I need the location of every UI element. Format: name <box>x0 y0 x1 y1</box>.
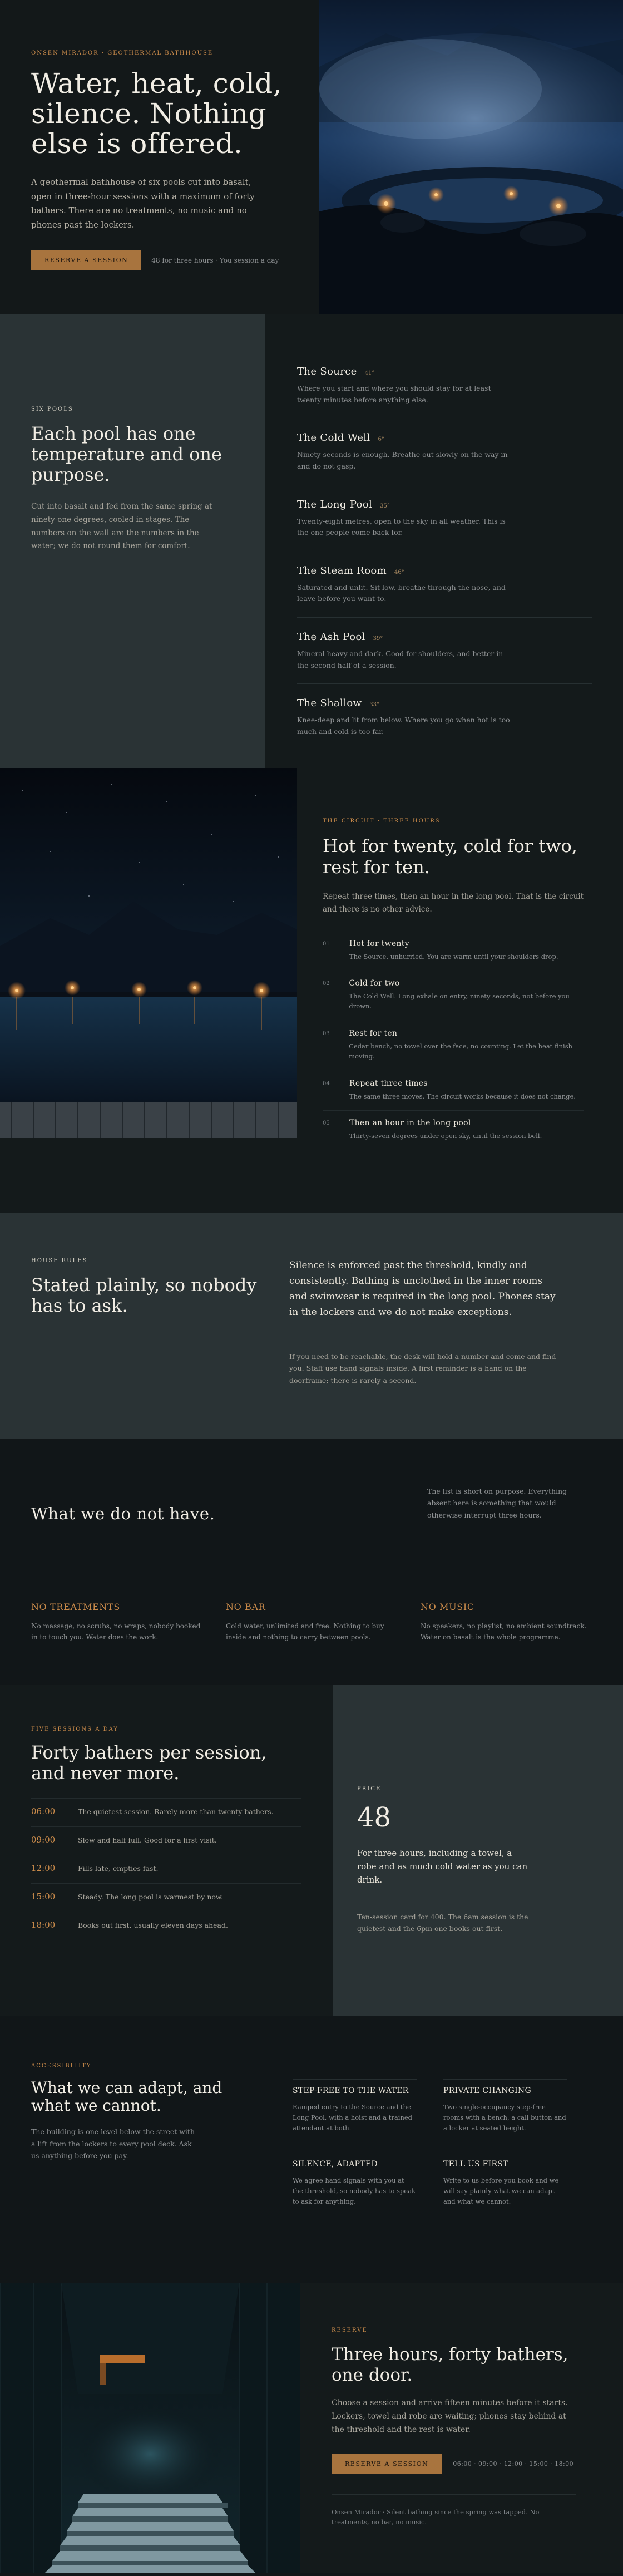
session-times: 06:00 · 09:00 · 12:00 · 15:00 · 18:00 <box>453 2460 574 2467</box>
price-label: PRICE <box>357 1786 382 1792</box>
access-item <box>443 2079 567 2134</box>
circuit-image-illustration <box>0 768 297 1138</box>
rules-eyebrow: HOUSE RULES <box>31 1258 88 1264</box>
absent-item-desc: Cold water, unlimited and free. Nothing to buy inside and nothing to carry between pools. <box>226 1622 384 1641</box>
circuit-step <box>323 932 584 971</box>
step-desc: The Cold Well. Long exhale on entry, ninety seconds, not before you drown. <box>349 992 570 1011</box>
pool-item <box>297 432 592 485</box>
step-title: Rest for ten <box>349 1028 398 1038</box>
pool-temp: 46° <box>394 569 404 575</box>
absent-item-desc: No speakers, no playlist, no ambient soundtrack. Water on basalt is the whole programme. <box>421 1622 587 1641</box>
circuit-eyebrow: THE CIRCUIT · THREE HOURS <box>323 818 441 824</box>
circuit-step <box>323 1021 584 1071</box>
pool-name: The Steam Room <box>297 564 387 577</box>
session-slots <box>31 1798 301 1940</box>
circuit-step <box>323 1071 584 1111</box>
rules-title: Stated plainly, so nobody has to ask. <box>31 1274 257 1316</box>
slot-desc: Slow and half full. Good for a first visit. <box>78 1835 217 1844</box>
pool-name: The Shallow <box>297 697 362 710</box>
access-intro <box>0 2016 258 2283</box>
footer-note: Onsen Mirador · Silent bathing since the spring was tapped. No treatments, no bar, no music. <box>332 2494 576 2528</box>
sessions-section <box>0 1685 623 2016</box>
pool-desc: Where you start and where you should stay for at least twenty minutes before anything else. <box>297 384 491 404</box>
absent-item-title: NO TREATMENTS <box>31 1602 120 1612</box>
house-rules-section <box>0 1213 623 1439</box>
slot-desc: The quietest session. Rarely more than twenty bathers. <box>78 1807 274 1816</box>
pools-eyebrow: SIX POOLS <box>31 406 73 412</box>
slot-time: 18:00 <box>31 1919 56 1930</box>
session-slot <box>31 1798 301 1826</box>
price-note: Ten-session card for 400. The 6am session is the quietest and the 6pm one books out first. <box>357 1899 541 1934</box>
pool-temp: 39° <box>373 636 383 642</box>
hero-body: A geothermal bathhouse of six pools cut into basalt, open in three-hour sessions with a maximum of forty bathers. There are no treatments, no music and no phones past the lockers. <box>31 177 255 230</box>
step-number: 04 <box>323 1080 330 1087</box>
rules-lead: Silence is enforced past the threshold, kindly and consistently. Bathing is unclothed in the inner rooms and swimwear is required in the long pool. Phones stay in the lockers and we do not make exceptions. <box>289 1260 556 1318</box>
session-slot <box>31 1826 301 1855</box>
hero-eyebrow: ONSEN MIRADOR · GEOTHERMAL BATHHOUSE <box>31 50 214 56</box>
slot-time: 06:00 <box>31 1806 56 1816</box>
circuit-intro: Repeat three times, then an hour in the long pool. That is the circuit and there is no other advice. <box>323 891 584 914</box>
access-item-title: SILENCE, ADAPTED <box>293 2159 378 2169</box>
accessibility-section <box>0 2016 623 2283</box>
circuit-title: Hot for twenty, cold for two, rest for ten. <box>323 835 577 878</box>
pool-desc: Mineral heavy and dark. Good for shoulders, and better in the second half of a session. <box>297 649 503 669</box>
absent-item-title: NO BAR <box>226 1602 266 1612</box>
price-value: 48 <box>357 1802 392 1833</box>
access-grid <box>258 2016 623 2283</box>
access-body: The building is one level below the street with a lift from the lockers to every pool deck. Ask us anything before you pay. <box>31 2127 195 2160</box>
pool-item <box>297 631 592 684</box>
slot-time: 15:00 <box>31 1891 56 1902</box>
slot-time: 09:00 <box>31 1834 56 1845</box>
step-title: Cold for two <box>349 979 400 988</box>
access-item <box>293 2079 417 2134</box>
hero-image-illustration <box>319 0 623 314</box>
step-title: Repeat three times <box>349 1078 428 1088</box>
price-desc: For three hours, including a towel, a robe and as much cold water as you can drink. <box>357 1848 528 1885</box>
session-slot <box>31 1855 301 1883</box>
hero-title: Water, heat, cold, silence. Nothing else is offered. <box>31 67 283 160</box>
reserve-cta-row <box>332 2454 576 2474</box>
step-number: 05 <box>323 1120 330 1126</box>
circuit-image-night-pool <box>0 768 297 1138</box>
absent-side-note: The list is short on purpose. Everything absent here is something that would otherwise interrupt three hours. <box>427 1487 567 1519</box>
pool-temp: 33° <box>369 702 380 708</box>
slot-time: 12:00 <box>31 1863 56 1873</box>
pool-desc: Ninety seconds is enough. Breathe out slowly on the way in and do not gasp. <box>297 450 508 470</box>
step-number: 01 <box>323 940 330 947</box>
absent-item <box>421 1587 593 1643</box>
slot-desc: Books out first, usually eleven days ahead. <box>78 1920 228 1929</box>
access-item-title: TELL US FIRST <box>443 2159 508 2169</box>
pool-temp: 41° <box>364 370 375 376</box>
access-item-desc: Write to us before you book and we will say plainly what we can adapt and what we cannot. <box>443 2176 559 2205</box>
step-title: Hot for twenty <box>349 939 409 948</box>
access-item <box>443 2153 567 2207</box>
access-item <box>293 2153 417 2207</box>
absent-columns <box>31 1587 593 1643</box>
circuit-section <box>0 768 623 1213</box>
step-number: 02 <box>323 981 330 987</box>
pool-name: The Cold Well <box>297 432 370 444</box>
reserve-session-button[interactable]: RESERVE A SESSION <box>31 250 141 270</box>
pools-section <box>0 314 623 768</box>
hero-section <box>0 0 623 314</box>
pools-list <box>265 314 623 768</box>
rules-text <box>289 1213 623 1439</box>
price-panel <box>333 1685 623 2016</box>
step-title: Then an hour in the long pool <box>349 1119 471 1127</box>
pool-item <box>297 499 592 551</box>
pool-item <box>297 565 592 618</box>
reserve-text <box>332 2327 576 2528</box>
rules-small: If you need to be reachable, the desk will hold a number and come and find you. Staff use hand signals inside. A first reminder is a hand on the doorframe; there is rarely a second. <box>289 1337 562 1386</box>
access-item-title: STEP-FREE TO THE WATER <box>293 2086 409 2095</box>
access-item-desc: We agree hand signals with you at the threshold, so nobody has to speak to ask for anything. <box>293 2176 416 2205</box>
session-slot <box>31 1883 301 1912</box>
reserve-title: Three hours, forty bathers, one door. <box>332 2344 568 2386</box>
what-we-do-not-have-section <box>0 1439 623 1685</box>
step-desc: The Source, unhurried. You are warm until your shoulders drop. <box>349 952 558 961</box>
pool-name: The Source <box>297 366 357 377</box>
sessions-eyebrow: FIVE SESSIONS A DAY <box>31 1726 119 1732</box>
absent-item <box>31 1587 204 1643</box>
pool-desc: Twenty-eight metres, open to the sky in all weather. This is the one people come back for. <box>297 516 506 537</box>
reserve-image-stone-stairs <box>0 2283 300 2573</box>
pools-body: Cut into basalt and fed from the same spring at ninety-one degrees, cooled in stages. The numbers on the wall are the numbers in the water; we do not round them for comfort. <box>31 502 212 551</box>
rules-heading <box>0 1213 289 1439</box>
hero-cta-row <box>31 250 289 270</box>
sessions-schedule <box>0 1685 333 2016</box>
slot-desc: Steady. The long pool is warmest by now. <box>78 1892 224 1901</box>
reserve-lead: Choose a session and arrive fifteen minutes before it starts. Lockers, towel and robe are waiting; phones stay behind at the threshold and the rest is water. <box>332 2398 568 2434</box>
pool-item <box>297 697 592 750</box>
absent-item <box>226 1587 398 1643</box>
circuit-steps <box>323 932 584 1150</box>
pools-intro <box>0 314 265 768</box>
absent-title: What we do not have. <box>31 1504 215 1523</box>
hero-cta-note: 48 for three hours · You session a day <box>151 256 279 264</box>
pool-desc: Saturated and unlit. Sit low, breathe through the nose, and leave before you want to. <box>297 583 506 603</box>
access-item-desc: Two single-occupancy step-free rooms with a bench, a call button and a locker at seated height. <box>443 2103 566 2132</box>
step-desc: The same three moves. The circuit works because it does not change. <box>349 1092 576 1100</box>
circuit-text <box>323 818 584 1150</box>
reserve-image-illustration <box>0 2283 300 2573</box>
step-number: 03 <box>323 1030 330 1037</box>
absent-item-desc: No massage, no scrubs, no wraps, nobody booked in to touch you. Water does the work. <box>31 1622 201 1641</box>
access-title: What we can adapt, and what we cannot. <box>31 2078 222 2115</box>
reserve-eyebrow: RESERVE <box>332 2327 368 2333</box>
pool-name: The Long Pool <box>297 498 373 510</box>
absent-item-title: NO MUSIC <box>421 1602 474 1612</box>
hero-text <box>0 0 319 314</box>
hero-image-steaming-pool <box>319 0 623 314</box>
session-slot <box>31 1912 301 1940</box>
circuit-step <box>323 971 584 1021</box>
step-desc: Cedar bench, no towel over the face, no counting. Let the heat finish moving. <box>349 1042 573 1061</box>
access-eyebrow: ACCESSIBILITY <box>31 2063 92 2069</box>
circuit-step <box>323 1111 584 1150</box>
pool-desc: Knee-deep and lit from below. Where you go when hot is too much and cold is too far. <box>297 716 510 736</box>
pool-temp: 35° <box>380 503 390 509</box>
reserve-section <box>0 2283 623 2573</box>
pools-title: Each pool has one temperature and one purpose. <box>31 423 222 485</box>
step-desc: Thirty-seven degrees under open sky, until the session bell. <box>349 1132 542 1140</box>
slot-desc: Fills late, empties fast. <box>78 1864 159 1873</box>
sessions-title: Forty bathers per session, and never more. <box>31 1742 267 1784</box>
pool-name: The Ash Pool <box>297 631 365 643</box>
reserve-session-button-footer[interactable]: RESERVE A SESSION <box>332 2454 442 2474</box>
pool-temp: 6° <box>378 436 384 443</box>
access-item-title: PRIVATE CHANGING <box>443 2086 531 2095</box>
access-item-desc: Ramped entry to the Source and the Long Pool, with a hoist and a trained attendant at both. <box>293 2103 413 2132</box>
pool-item <box>297 366 592 418</box>
